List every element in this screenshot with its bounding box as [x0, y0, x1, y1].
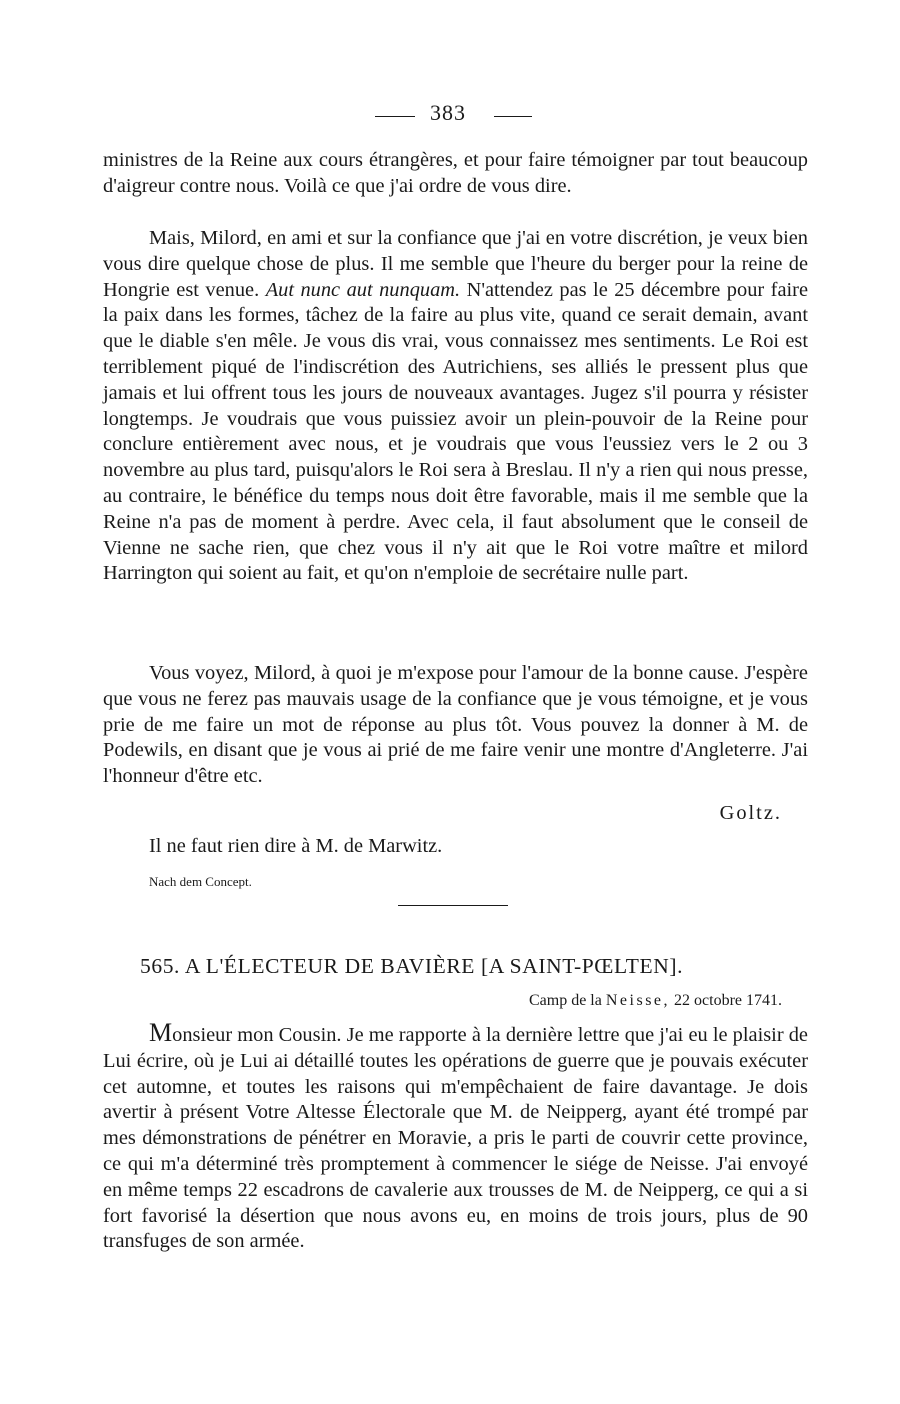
- letter-paragraph: [103, 1020, 808, 1255]
- letter-text: onsieur mon Cousin. Je me rapporte à la dernière lettre que j'ai eu le plaisir de Lui écrire, où je Lui ai détaillé toutes les opérations de guerre que je pouvais exécuter cet automne, et toutes les raisons qui m'empêchaient de faire davantage. Je dois avertir à présent Votre Altesse Électorale que M. de Neipperg, ayant été trompé par mes démonstrations de pénétrer en Moravie, a pris le parti de couvrir cette province, ce qui m'a déterminé très promptement à commencer le siége de Neisse. J'ai envoyé en même temps 22 escadrons de cavalerie aux trousses de M. de Neipperg, ce qui a si fort favorisé la désertion que nous avons eu, en moins de trois jours, plus de 90 transfuges de son armée.: [103, 1024, 808, 1253]
- continued-paragraph: [103, 148, 808, 200]
- latin-phrase: Aut nunc aut nunquam.: [265, 278, 461, 301]
- paragraph-1: ministres de la Reine aux cours étrangères, et pour faire témoigner par tout beaucoup d'aigreur contre nous. Voilà ce que j'ai ordre de vous dire.: [103, 149, 808, 197]
- paragraph-3-block: [103, 661, 808, 790]
- page-header: [0, 100, 900, 130]
- header-rule-right: [494, 116, 532, 117]
- paragraph-3: Vous voyez, Milord, à quoi je m'expose pour l'amour de la bonne cause. J'espère que vous ne ferez pas mauvais usage de la confiance que je vous témoigne, et je vous prie de me faire un mot de réponse au plus tôt. Vous pouvez la donner à M. de Podewils, en disant que je vous ai prié de me faire venir une montre d'Angleterre. J'ai l'honneur d'être etc.: [103, 662, 808, 788]
- postscript: Il ne faut rien dire à M. de Marwitz.: [149, 835, 443, 857]
- dateline-place: Neisse,: [605, 992, 671, 1009]
- salutation-initial: M: [149, 1018, 173, 1047]
- signature: Goltz.: [719, 802, 782, 824]
- paragraph-2: [103, 226, 808, 587]
- dateline-date: 22 octobre 1741.: [674, 992, 782, 1009]
- paragraph-2-block: [103, 226, 808, 587]
- letter-body: [103, 1020, 808, 1255]
- paragraph-2-end: N'attendez pas le 25 décembre pour faire la paix dans les formes, tâchez de la faire au plus vite, quand ce serait demain, avant que le diable s'en mêle. Je vous dis vrai, vous connaissez mes sentiments. Le Roi est terriblement piqué de l'indiscrétion des Autrichiens, ses alliés le pressent plus que jamais et lui offrent tous les jours de nouveaux avantages. Jugez s'il pourra y résister longtemps. Je voudrais que vous puissiez avoir un plein-pouvoir de la Reine pour conclure entièrement avec nous, et je voudrais que vous l'eussiez vers le 2 ou 3 novembre au plus tard, puisqu'alors le Roi sera à Breslau. Il n'y a rien qui nous presse, au contraire, le bénéfice du temps nous doit être favorable, mais il me semble que la Reine n'a pas de moment à perdre. Avec cela, il faut absolument que le conseil de Vienne ne sache rien, que chez vous il n'y ait que le Roi votre maître et milord Harrington qui soient au fait, et qu'on n'emploie de secrétaire nulle part.: [103, 278, 808, 585]
- dateline-prefix: Camp de la: [528, 992, 602, 1009]
- letter-heading: 565. A L'ÉLECTEUR DE BAVIÈRE [A SAINT-PŒLTEN].: [140, 954, 684, 978]
- page-number: 383: [430, 100, 466, 125]
- dateline: [529, 992, 782, 1010]
- section-divider: [398, 905, 508, 906]
- header-rule-left: [375, 116, 415, 117]
- source-note: Nach dem Concept.: [149, 874, 252, 889]
- paragraph-2-start: Mais, Milord, en ami et sur la confiance que j'ai en votre discrétion, je veux bien vous dire quelque chose de plus. Il me semble que l'heure du berger pour la reine de Hongrie est venue.: [103, 227, 808, 301]
